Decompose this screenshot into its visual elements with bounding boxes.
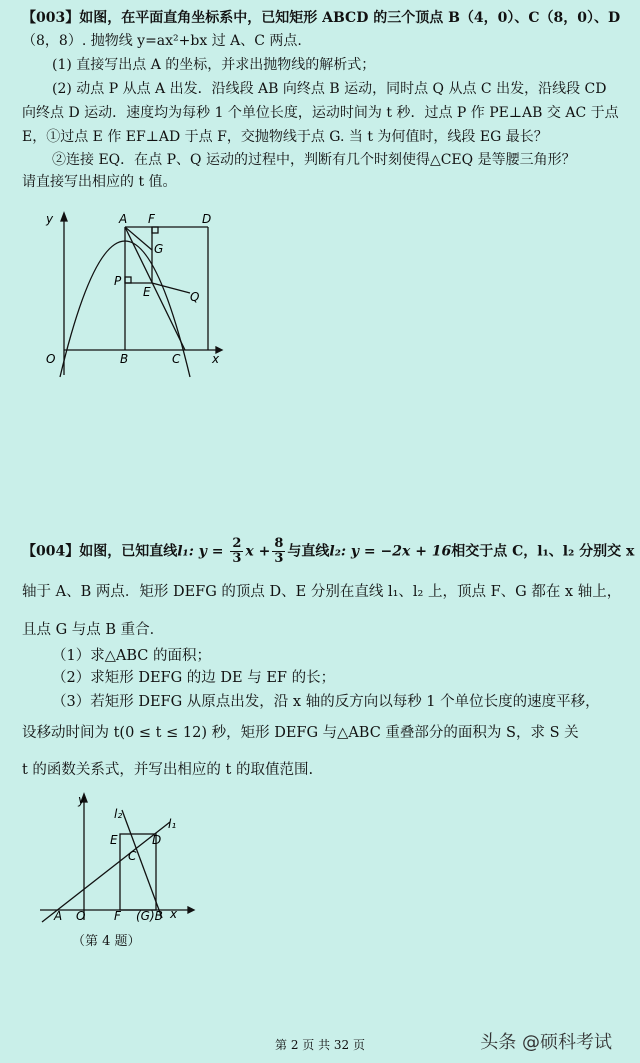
label-F: F (148, 212, 155, 226)
label-x: x (212, 352, 220, 366)
p004-figure-caption: （第 4 题） (72, 934, 141, 949)
label-D: D (152, 833, 162, 847)
label-B: B (120, 352, 129, 366)
p003-line-2: （8，8）. 抛物线 y=ax²+bx 过 A、C 两点. (22, 33, 302, 49)
label-y: y (46, 212, 54, 226)
right-angle-F (152, 227, 158, 233)
p003-line-4: (2) 动点 P 从点 A 出发．沿线段 AB 向终点 B 运动，同时点 Q 从点 C 出发，沿线段 CD (52, 81, 607, 97)
rect-DEFG (120, 834, 156, 910)
p004-line-6: （3）若矩形 DEFG 从原点出发，沿 x 轴的反方向以每秒 1 个单位长度的速度平移， (52, 694, 600, 710)
p003-figure (40, 205, 230, 380)
p004-line-4: （1）求△ABC 的面积； (52, 648, 211, 664)
label-Q: Q (190, 290, 200, 304)
label-P: P (114, 274, 122, 288)
label-GB: (G)B (136, 909, 163, 923)
label-C: C (172, 352, 181, 366)
label-C: C (128, 849, 137, 863)
label-A: A (54, 909, 63, 923)
p003-line-3: (1) 直接写出点 A 的坐标，并求出抛物线的解析式； (52, 57, 376, 73)
right-angle-P (125, 277, 131, 283)
label-l1: l₁ (168, 817, 177, 831)
p003-line-8: 请直接写出相应的 t 值。 (22, 174, 177, 190)
p004-line-7: 设移动时间为 t(0 ≤ t ≤ 12) 秒，矩形 DEFG 与△ABC 重叠部分的面积为 S，求 S 关 (22, 725, 579, 741)
label-l2: l₂ (114, 807, 123, 821)
p004-line-5: （2）求矩形 DEFG 的边 DE 与 EF 的长； (52, 670, 336, 686)
p004-line-8: t 的函数关系式，并写出相应的 t 的取值范围. (22, 762, 314, 778)
p003-line-1: 【003】如图，在平面直角坐标系中，已知矩形 ABCD 的三个顶点 B（4，0）、C（8，0）、D (22, 10, 621, 26)
p004-line-3: 且点 G 与点 B 重合． (22, 622, 165, 638)
label-A: A (119, 212, 128, 226)
p003-line-6: E，①过点 E 作 EF⊥AD 于点 F，交抛物线于点 G. 当 t 为何值时，线段 EG 最长？ (22, 129, 548, 145)
p003-line-7: ②连接 EQ．在点 P、Q 运动的过程中，判断有几个时刻使得△CEQ 是等腰三角形？ (52, 152, 576, 168)
p004-line-1: 【004】如图，已知直线l₁: y = $\frac{2}{3}$ x + $\frac{8}{3}$ 与直线l₂: y = −2x + 16相交于点 C，l₁、l₂ 分别交 x (22, 536, 635, 566)
watermark: 头条 @硕科考试 (480, 1032, 612, 1053)
p003-line-5: 向终点 D 运动．速度均为每秒 1 个单位长度，运动时间为 t 秒．过点 P 作 PE⊥AB 交 AC 于点 (22, 105, 619, 121)
label-E: E (110, 833, 118, 847)
label-y: y (78, 793, 86, 807)
page-footer: 第 2 页 共 32 页 (275, 1038, 365, 1052)
label-D: D (202, 212, 212, 226)
line-l1 (42, 822, 170, 922)
p004-figure (38, 790, 198, 925)
label-x: x (170, 907, 178, 921)
label-E: E (143, 285, 151, 299)
label-O: O (46, 352, 56, 366)
label-F: F (114, 909, 121, 923)
label-O: O (76, 909, 86, 923)
y-axis-arrow (61, 213, 67, 221)
segment-EQ (152, 283, 190, 293)
label-G: G (154, 242, 164, 256)
p004-line-2: 轴于 A、B 两点．矩形 DEFG 的顶点 D、E 分别在直线 l₁、l₂ 上，顶点 F、G 都在 x 轴上， (22, 584, 622, 600)
x-axis-arrow (188, 907, 194, 913)
